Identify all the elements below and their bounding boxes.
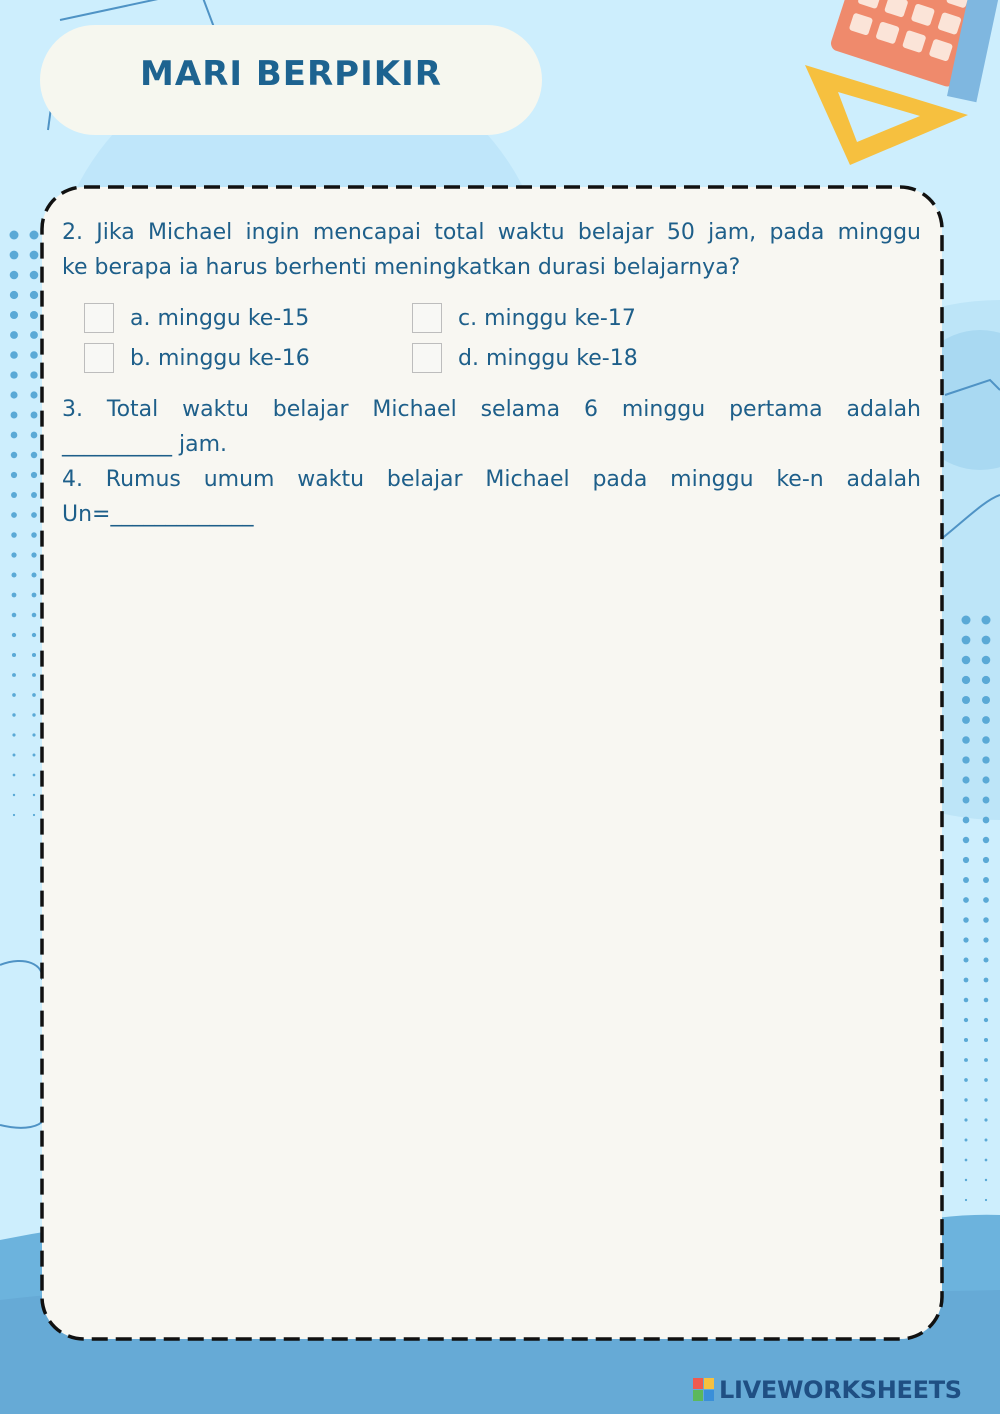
decor-dot [31, 552, 36, 557]
decor-dot [965, 1179, 967, 1181]
decor-dot [31, 472, 37, 478]
decor-dot [30, 331, 38, 339]
decor-dot [965, 1139, 968, 1142]
decor-dot [33, 754, 36, 757]
decor-dot [964, 1058, 968, 1062]
decor-dot [962, 696, 970, 704]
decor-dot [963, 877, 969, 883]
decor-dot [983, 837, 989, 843]
decor-dot [31, 412, 38, 419]
decor-dot [10, 331, 18, 339]
decor-dot [982, 696, 990, 704]
decor-dot [13, 814, 15, 816]
decor-dot [31, 452, 37, 458]
decor-dot [984, 1058, 988, 1062]
decor-dot [983, 817, 990, 824]
decor-dot [964, 1018, 968, 1022]
decor-dot [982, 716, 990, 724]
decor-dot [32, 593, 37, 598]
decor-dot [11, 512, 17, 518]
decor-dot [32, 693, 36, 697]
question-4-line-1: 4. Rumus umum waktu belajar Michael pada minggu ke-n adalah [62, 467, 921, 492]
decor-dot [983, 897, 989, 903]
decor-dot [963, 837, 969, 843]
decor-dot [963, 937, 968, 942]
decor-dot [10, 351, 18, 359]
decor-dot [982, 736, 990, 744]
decor-dot [10, 391, 17, 398]
decor-dot [985, 1139, 988, 1142]
decor-dot [964, 1038, 968, 1042]
decor-dot [31, 492, 37, 498]
decor-dot [32, 673, 36, 677]
decor-dot [11, 532, 17, 538]
question-2-line-1: 2. Jika Michael ingin mencapai total waktu belajar 50 jam, pada minggu [62, 220, 921, 245]
decor-dot [983, 877, 989, 883]
decor-dot [983, 937, 988, 942]
decor-dot [11, 432, 18, 439]
option-b-label: b. minggu ke-16 [130, 345, 310, 371]
decor-dot [12, 693, 16, 697]
decor-dot [983, 917, 989, 923]
decor-dot [964, 978, 969, 983]
decor-dot [10, 311, 18, 319]
decor-dot [962, 676, 970, 684]
question-2-line-2: ke berapa ia harus berhenti meningkatkan durasi belajarnya? [62, 255, 741, 280]
decor-dot [30, 311, 38, 319]
decor-dot [984, 1098, 987, 1101]
decor-dot [963, 797, 970, 804]
option-d[interactable] [412, 342, 638, 374]
decor-dot [32, 713, 35, 716]
decor-dot [13, 794, 15, 796]
decor-dot [31, 572, 36, 577]
decor-dot [962, 656, 971, 665]
decor-dot [965, 1159, 968, 1162]
checkbox-option-c[interactable] [412, 303, 442, 333]
decor-dot [963, 957, 968, 962]
decor-dot [30, 251, 39, 260]
decor-dot [10, 231, 19, 240]
decor-dot [984, 1118, 987, 1121]
decor-dot [982, 636, 991, 645]
decor-dot [31, 532, 37, 538]
liveworksheets-logo-icon [693, 1378, 715, 1402]
liveworksheets-brand[interactable] [693, 1377, 962, 1403]
decor-dot [10, 271, 19, 280]
decor-dot [32, 653, 36, 657]
decor-dot [962, 716, 970, 724]
decor-dot [963, 897, 969, 903]
decor-dot [11, 492, 17, 498]
option-a-label: a. minggu ke-15 [130, 305, 310, 331]
decor-dot [963, 817, 970, 824]
decor-dot [965, 1199, 967, 1201]
decor-dot [10, 371, 17, 378]
decor-dot [964, 1098, 967, 1101]
question-3-line-2[interactable]: __________ jam. [62, 432, 228, 457]
decor-dot [984, 1078, 988, 1082]
decor-dot [982, 676, 990, 684]
decor-dot [982, 776, 989, 783]
decor-dot [982, 656, 991, 665]
decor-dot [33, 774, 36, 777]
brand-name: LIVEWORKSHEETS [719, 1376, 962, 1404]
decor-dot [11, 452, 17, 458]
decor-dot [982, 616, 991, 625]
page-title: MARI BERPIKIR [140, 54, 442, 94]
decor-dot [32, 633, 36, 637]
decor-dot [964, 1118, 967, 1121]
decor-dot [985, 1199, 987, 1201]
checkbox-option-a[interactable] [84, 303, 114, 333]
decor-dot [32, 733, 35, 736]
question-3-line-1: 3. Total waktu belajar Michael selama 6 minggu pertama adalah [62, 397, 921, 422]
decor-dot [10, 291, 18, 299]
decor-dot [984, 978, 989, 983]
decor-dot [962, 756, 969, 763]
decor-dot [12, 613, 17, 618]
decor-dot [963, 857, 969, 863]
decor-dot [33, 794, 35, 796]
decor-dot [962, 736, 970, 744]
decor-dot [12, 593, 17, 598]
decor-dot [12, 733, 15, 736]
decor-dot [962, 636, 971, 645]
decor-dot [30, 271, 39, 280]
decor-dot [13, 774, 16, 777]
decor-dot [985, 1179, 987, 1181]
decor-dot [963, 917, 969, 923]
option-a[interactable] [84, 302, 309, 334]
decor-dot [962, 776, 969, 783]
checkbox-option-b[interactable] [84, 343, 114, 373]
decor-dot [982, 756, 989, 763]
decor-dot [985, 1159, 988, 1162]
decor-dot [12, 713, 15, 716]
decor-dot [12, 673, 16, 677]
decor-dot [11, 552, 16, 557]
decor-dot [31, 432, 38, 439]
decor-dot [30, 291, 38, 299]
decor-dot [11, 572, 16, 577]
decor-dot [30, 391, 37, 398]
checkbox-option-d[interactable] [412, 343, 442, 373]
decor-dot [31, 512, 37, 518]
decor-dot [984, 1038, 988, 1042]
option-b[interactable] [84, 342, 310, 374]
decor-dot [11, 412, 18, 419]
decor-dot [12, 633, 16, 637]
decor-dot [983, 957, 988, 962]
option-d-label: d. minggu ke-18 [458, 345, 638, 371]
decor-dot [983, 857, 989, 863]
decor-dot [11, 472, 17, 478]
decor-dot [964, 998, 969, 1003]
decor-dot [984, 1018, 988, 1022]
decor-dot [32, 613, 37, 618]
decor-dot [30, 351, 38, 359]
decor-dot [30, 231, 39, 240]
decor-dot [33, 814, 35, 816]
decor-dot [962, 616, 971, 625]
decor-dot [10, 251, 19, 260]
decor-dot [30, 371, 37, 378]
decor-dot [12, 653, 16, 657]
question-4-line-2[interactable]: Un=_____________ [62, 502, 254, 527]
option-c-label: c. minggu ke-17 [458, 305, 636, 331]
decor-dot [13, 754, 16, 757]
decor-dot [983, 797, 990, 804]
option-c[interactable] [412, 302, 636, 334]
decor-dot [984, 998, 989, 1003]
decor-dot [964, 1078, 968, 1082]
